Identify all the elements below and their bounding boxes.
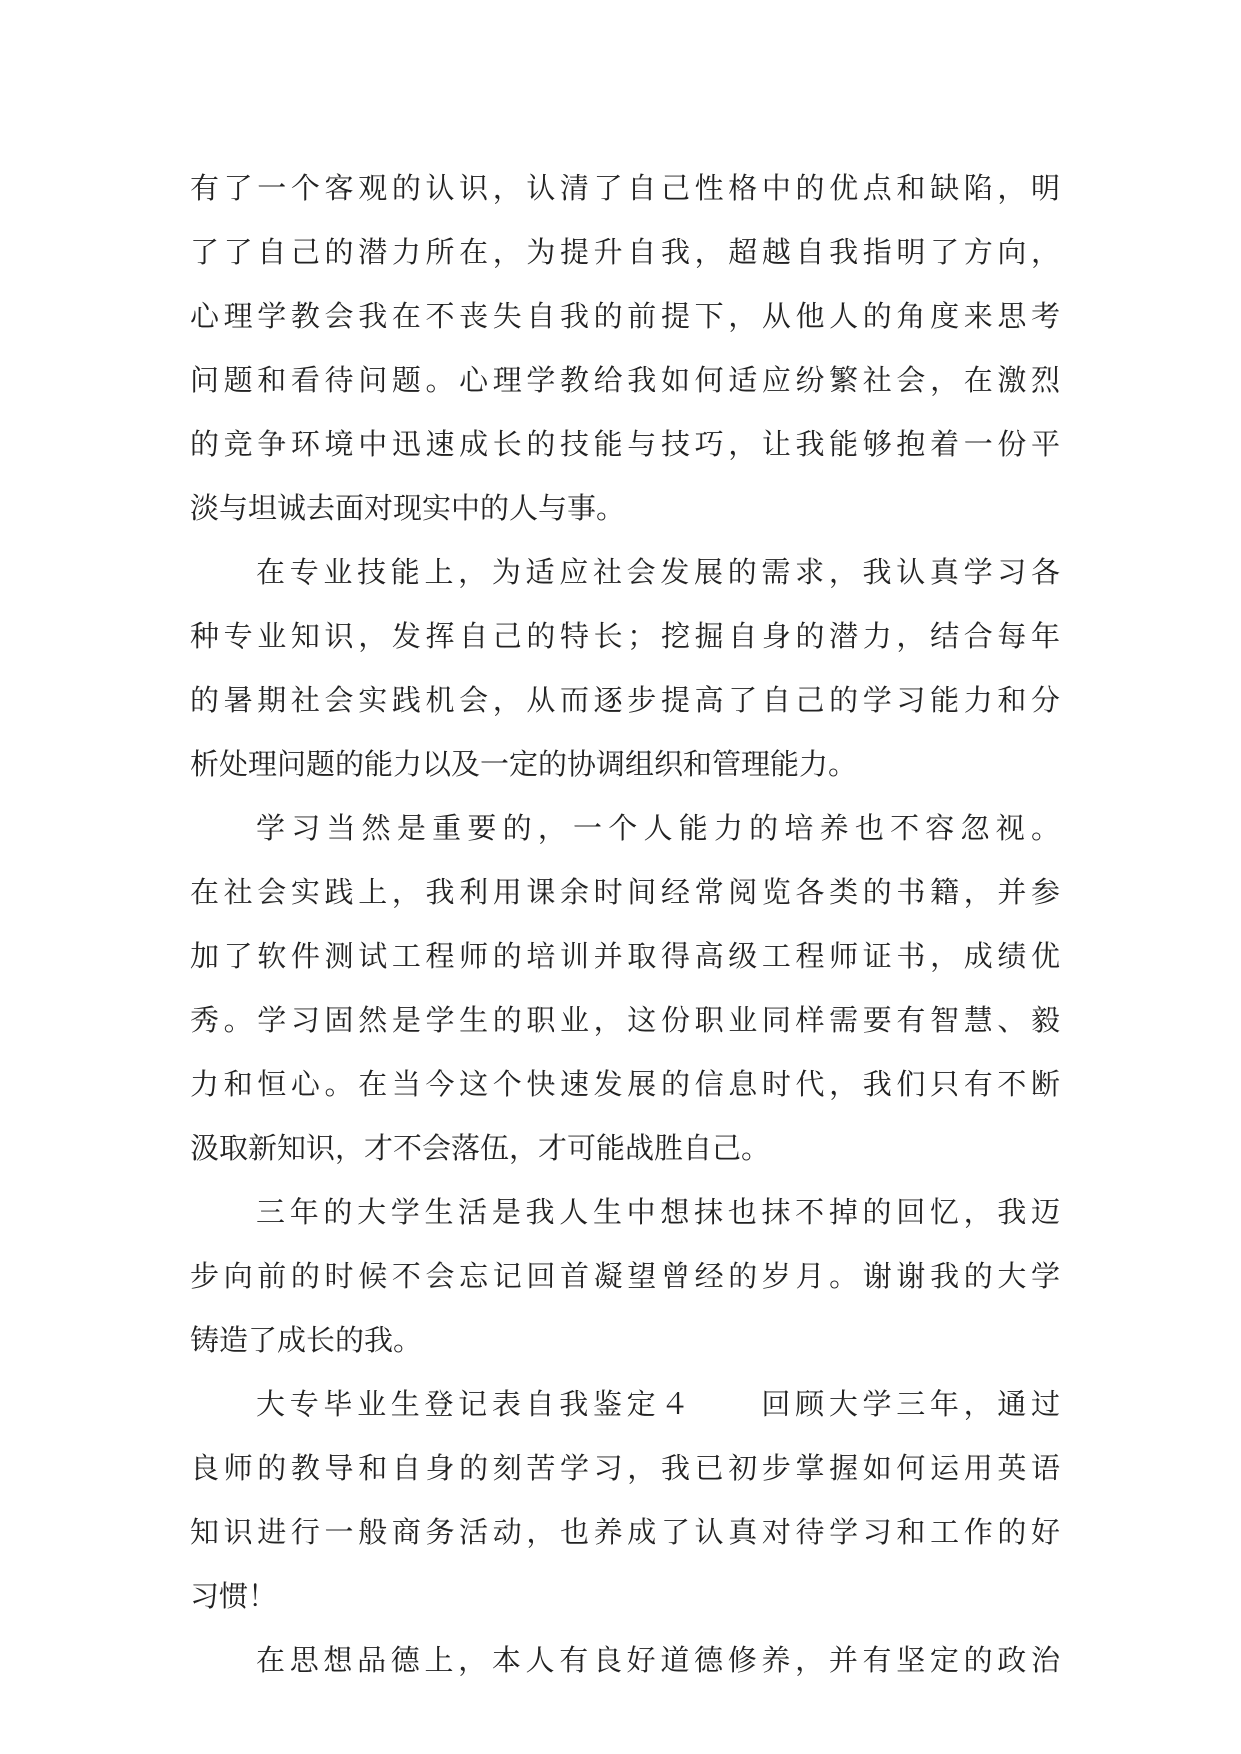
text-line: 步向前的时候不会忘记回首凝望曾经的岁月。谢谢我的大学: [190, 1259, 1060, 1293]
text-line: 析处理问题的能力以及一定的协调组织和管理能力。: [190, 747, 858, 781]
text-line: 加了软件测试工程师的培训并取得高级工程师证书，成绩优: [190, 939, 1060, 973]
text-line: 的竞争环境中迅速成长的技能与技巧，让我能够抱着一份平: [190, 427, 1060, 461]
paragraph-first-line: 在思想品德上，本人有良好道德修养，并有坚定的政治: [256, 1643, 1060, 1677]
text-line: 汲取新知识，才不会落伍，才可能战胜自己。: [190, 1131, 771, 1165]
text-line: 知识进行一般商务活动，也养成了认真对待学习和工作的好: [190, 1515, 1060, 1549]
paragraph-first-line: 在专业技能上，为适应社会发展的需求，我认真学习各: [256, 555, 1060, 589]
text-line: 秀。学习固然是学生的职业，这份职业同样需要有智慧、毅: [190, 1003, 1060, 1037]
text-line: 问题和看待问题。心理学教给我如何适应纷繁社会，在激烈: [190, 363, 1060, 397]
text-line: 有了一个客观的认识，认清了自己性格中的优点和缺陷，明: [190, 171, 1060, 205]
paragraph-first-line: 学习当然是重要的，一个人能力的培养也不容忽视。: [256, 811, 1060, 845]
text-line: 习惯！: [190, 1579, 278, 1613]
text-line: 铸造了成长的我。: [190, 1323, 423, 1357]
text-line: 淡与坦诚去面对现实中的人与事。: [190, 491, 626, 525]
text-line: 了了自己的潜力所在，为提升自我，超越自我指明了方向，: [190, 235, 1060, 269]
text-line: 的暑期社会实践机会，从而逐步提高了自己的学习能力和分: [190, 683, 1060, 717]
text-line: 心理学教会我在不丧失自我的前提下，从他人的角度来思考: [190, 299, 1060, 333]
text-line: 在社会实践上，我利用课余时间经常阅览各类的书籍，并参: [190, 875, 1060, 909]
text-line: 种专业知识，发挥自己的特长；挖掘自身的潜力，结合每年: [190, 619, 1060, 653]
text-line: 良师的教导和自身的刻苦学习，我已初步掌握如何运用英语: [190, 1451, 1060, 1485]
document-body: [190, 156, 1060, 1692]
paragraph-first-line: 大专毕业生登记表自我鉴定４ 回顾大学三年，通过: [256, 1387, 1060, 1421]
paragraph-first-line: 三年的大学生活是我人生中想抹也抹不掉的回忆，我迈: [256, 1195, 1060, 1229]
text-line: 力和恒心。在当今这个快速发展的信息时代，我们只有不断: [190, 1067, 1060, 1101]
